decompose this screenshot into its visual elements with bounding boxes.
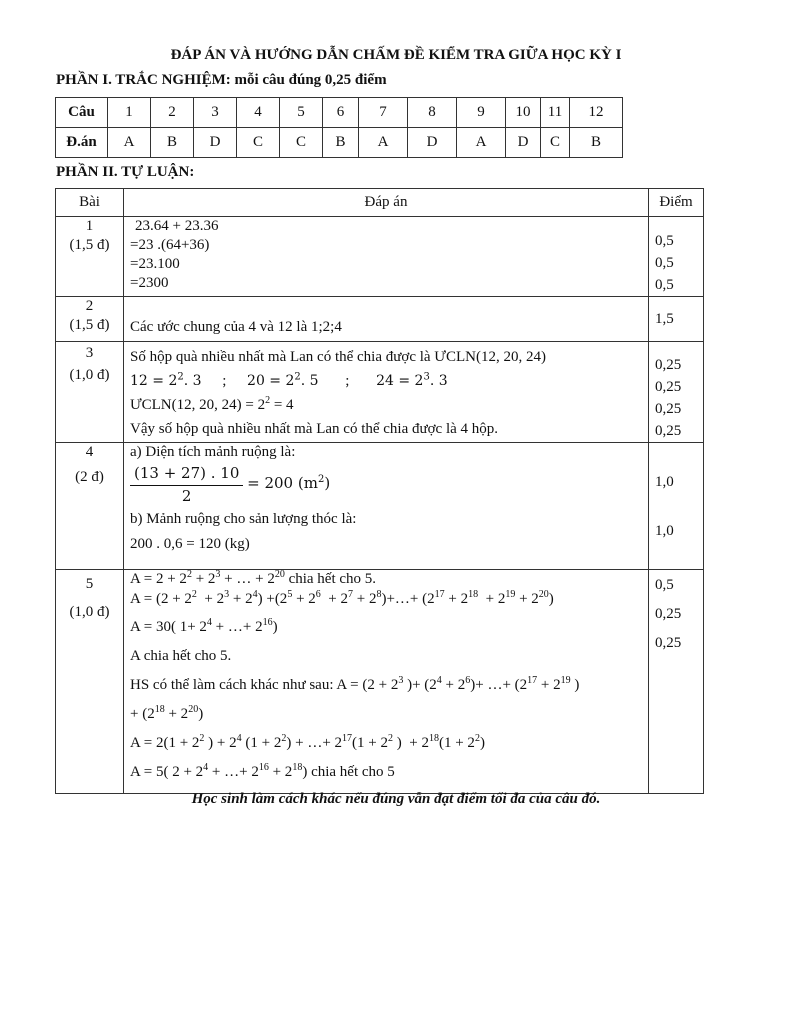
solution-line: HS có thể làm cách khác như sau: $A = (2 + 2^3$ )+ $(2^4 + 2^6)+$ …+ ($2^{17} + 2^{19}$ )	[130, 675, 580, 693]
solution-line: A = 30( $1+ 2^4$ + …+ $2^{16}$)	[130, 617, 278, 635]
question-number: 11	[541, 98, 570, 128]
solution-line: $A = 2 + 2^2 + 2^3$ + … + $2^{20}$ chia hết cho 5.	[130, 569, 377, 587]
row-label-answer: Đ.án	[56, 128, 108, 158]
solution-line: a) Diện tích mảnh ruộng là:	[130, 444, 296, 460]
score-cell	[649, 297, 704, 342]
solution-line: + $(2^{18} + 2^{20})$	[130, 704, 204, 722]
solution-cell	[124, 342, 649, 443]
problem-number: 5	[85, 576, 94, 592]
score-cell	[649, 342, 704, 443]
question-number: 4	[237, 98, 280, 128]
gcd-text: ƯCLN(12, 20, 24) = 2	[130, 397, 266, 413]
score: 1,0	[655, 523, 674, 539]
problem-points: (1,5 đ)	[69, 237, 110, 253]
essay-row-2	[56, 297, 704, 342]
problem-number: 3	[85, 345, 94, 361]
header-bai: Bài	[56, 189, 124, 217]
solution-line: =23.100	[130, 256, 180, 272]
factor-tail: . 3	[183, 373, 202, 389]
problem-cell	[56, 443, 124, 570]
problem-number: 1	[85, 218, 94, 234]
score-cell	[649, 570, 704, 794]
question-row	[56, 98, 623, 128]
factor-tail: . 5	[300, 373, 319, 389]
answer-letter: B	[323, 128, 359, 158]
solution-cell	[124, 297, 649, 342]
answer-letter: B	[151, 128, 194, 158]
area-unit-exponent: 2	[317, 474, 325, 486]
score: 0,5	[655, 277, 674, 293]
essay-table	[55, 188, 704, 794]
score: 1,5	[655, 310, 674, 327]
document-title: ĐÁP ÁN VÀ HƯỚNG DẪN CHẤM ĐỀ KIỂM TRA GIỮA HỌC KỲ I	[170, 47, 622, 63]
factor-24	[376, 373, 448, 389]
part2-heading: PHẦN II. TỰ LUẬN:	[56, 164, 195, 180]
score: 1,0	[655, 474, 674, 490]
factor-exponent: 2	[294, 371, 301, 383]
essay-row-4	[56, 443, 704, 570]
area-result	[247, 474, 330, 492]
question-number: 2	[151, 98, 194, 128]
header-diem: Điểm	[649, 189, 704, 217]
solution-line: 200 . 0,6 = 120 (kg)	[130, 536, 250, 552]
solution-cell	[124, 570, 649, 794]
question-number: 10	[506, 98, 541, 128]
solution-line: =2300	[130, 275, 169, 291]
answer-letter: A	[457, 128, 506, 158]
question-number: 8	[408, 98, 457, 128]
score-cell	[649, 443, 704, 570]
separator: ;	[222, 373, 227, 389]
area-formula	[130, 464, 648, 506]
problem-number: 4	[85, 444, 94, 460]
score: 0,25	[655, 606, 682, 622]
header-dap-an: Đáp án	[124, 189, 649, 217]
problem-cell	[56, 217, 124, 297]
essay-row-3	[56, 342, 704, 443]
fraction-denominator: 2	[181, 487, 192, 505]
essay-row-5	[56, 570, 704, 794]
solution-line: Các ước chung của 4 và 12 là 1;2;4	[130, 319, 342, 335]
answer-letter: A	[108, 128, 151, 158]
problem-cell	[56, 342, 124, 443]
part1-heading: PHẦN I. TRẮC NGHIỆM: mỗi câu đúng 0,25 điểm	[56, 72, 387, 88]
answer-letter: D	[506, 128, 541, 158]
solution-line: b) Mảnh ruộng cho sản lượng thóc là:	[130, 511, 357, 527]
score: 0,5	[655, 233, 674, 249]
score: 0,25	[655, 401, 682, 417]
factor-20	[247, 373, 319, 389]
solution-line: A chia hết cho 5.	[130, 648, 232, 664]
answer-letter: A	[359, 128, 408, 158]
fraction-numerator: (13 + 27) . 10	[130, 464, 243, 486]
answer-letter: C	[280, 128, 323, 158]
area-close: )	[324, 474, 331, 493]
fraction	[130, 464, 243, 506]
essay-header-row	[56, 189, 704, 217]
problem-points: (2 đ)	[75, 469, 104, 485]
problem-points: (1,0 đ)	[69, 367, 110, 383]
factor-tail: . 3	[429, 373, 448, 389]
solution-cell	[124, 217, 649, 297]
divisible-text: chia hết cho 5	[311, 764, 395, 780]
solution-line: =23 .(64+36)	[130, 237, 210, 253]
footer-note: Học sinh làm cách khác nếu đúng vẫn đạt điểm tối đa của câu đó.	[191, 791, 601, 807]
factorization-line	[130, 369, 648, 393]
question-number: 1	[108, 98, 151, 128]
problem-cell	[56, 570, 124, 794]
answer-letter: B	[570, 128, 623, 158]
factor-base: 24 = 2	[376, 373, 424, 389]
answer-letter: D	[408, 128, 457, 158]
factor-exponent: 2	[177, 371, 184, 383]
score: 0,25	[655, 635, 682, 651]
factor-exponent: 3	[423, 371, 430, 383]
score: 0,25	[655, 423, 682, 439]
question-number: 6	[323, 98, 359, 128]
score: 0,25	[655, 357, 682, 373]
essay-row-1	[56, 217, 704, 297]
question-number: 3	[194, 98, 237, 128]
solution-line: 23.64 + 23.36	[135, 218, 219, 234]
answer-letter: C	[237, 128, 280, 158]
gcd-exponent: 2	[265, 395, 271, 406]
question-number: 9	[457, 98, 506, 128]
area-value: = 200 (m	[247, 474, 318, 493]
problem-cell	[56, 297, 124, 342]
alt-method-text: HS có thể làm cách khác như sau: A = (2 + 2	[130, 677, 399, 693]
solution-line: A = 5( $2 + 2^4$ + …+ $2^{16} + 2^{18}$) chia hết cho 5	[130, 762, 395, 780]
divisible-text: chia hết cho 5.	[288, 571, 377, 587]
factor-12	[130, 373, 202, 389]
question-number: 5	[280, 98, 323, 128]
question-number: 7	[359, 98, 408, 128]
multiple-choice-table	[55, 97, 623, 158]
problem-number: 2	[85, 298, 94, 314]
answer-letter: D	[194, 128, 237, 158]
solution-cell	[124, 443, 649, 570]
answer-row	[56, 128, 623, 158]
score-cell	[649, 217, 704, 297]
solution-line: $A = (2 + 2^2 + 2^3 + 2^4) +(2^5 + 2^6 + 2^7$ + $2^8)+\dots+ (2^{17} + 2^{18} + 2^{19} + 2^{20})$	[130, 589, 554, 607]
factor-base: 20 = 2	[247, 373, 295, 389]
answer-letter: C	[541, 128, 570, 158]
row-label-question: Câu	[56, 98, 108, 128]
problem-points: (1,0 đ)	[69, 604, 110, 620]
question-number: 12	[570, 98, 623, 128]
gcd-line	[130, 393, 648, 417]
solution-line: Vậy số hộp quà nhiều nhất mà Lan có thể chia được là 4 hộp.	[130, 421, 499, 437]
score: 0,5	[655, 577, 674, 593]
separator: ;	[345, 373, 350, 389]
gcd-result: = 4	[270, 397, 294, 413]
score: 0,25	[655, 379, 682, 395]
factor-base: 12 = 2	[130, 373, 178, 389]
problem-points: (1,5 đ)	[69, 317, 110, 333]
solution-line: Số hộp quà nhiều nhất mà Lan có thể chia được là ƯCLN(12, 20, 24)	[130, 349, 546, 365]
solution-line: $A = 2(1 + 2^2$ ) + $2^4$ $(1 + 2^2)$ + …+ $2^{17}(1 + 2^2$ ) + $2^{18}(1 + 2^2)$	[130, 733, 485, 751]
score: 0,5	[655, 255, 674, 271]
